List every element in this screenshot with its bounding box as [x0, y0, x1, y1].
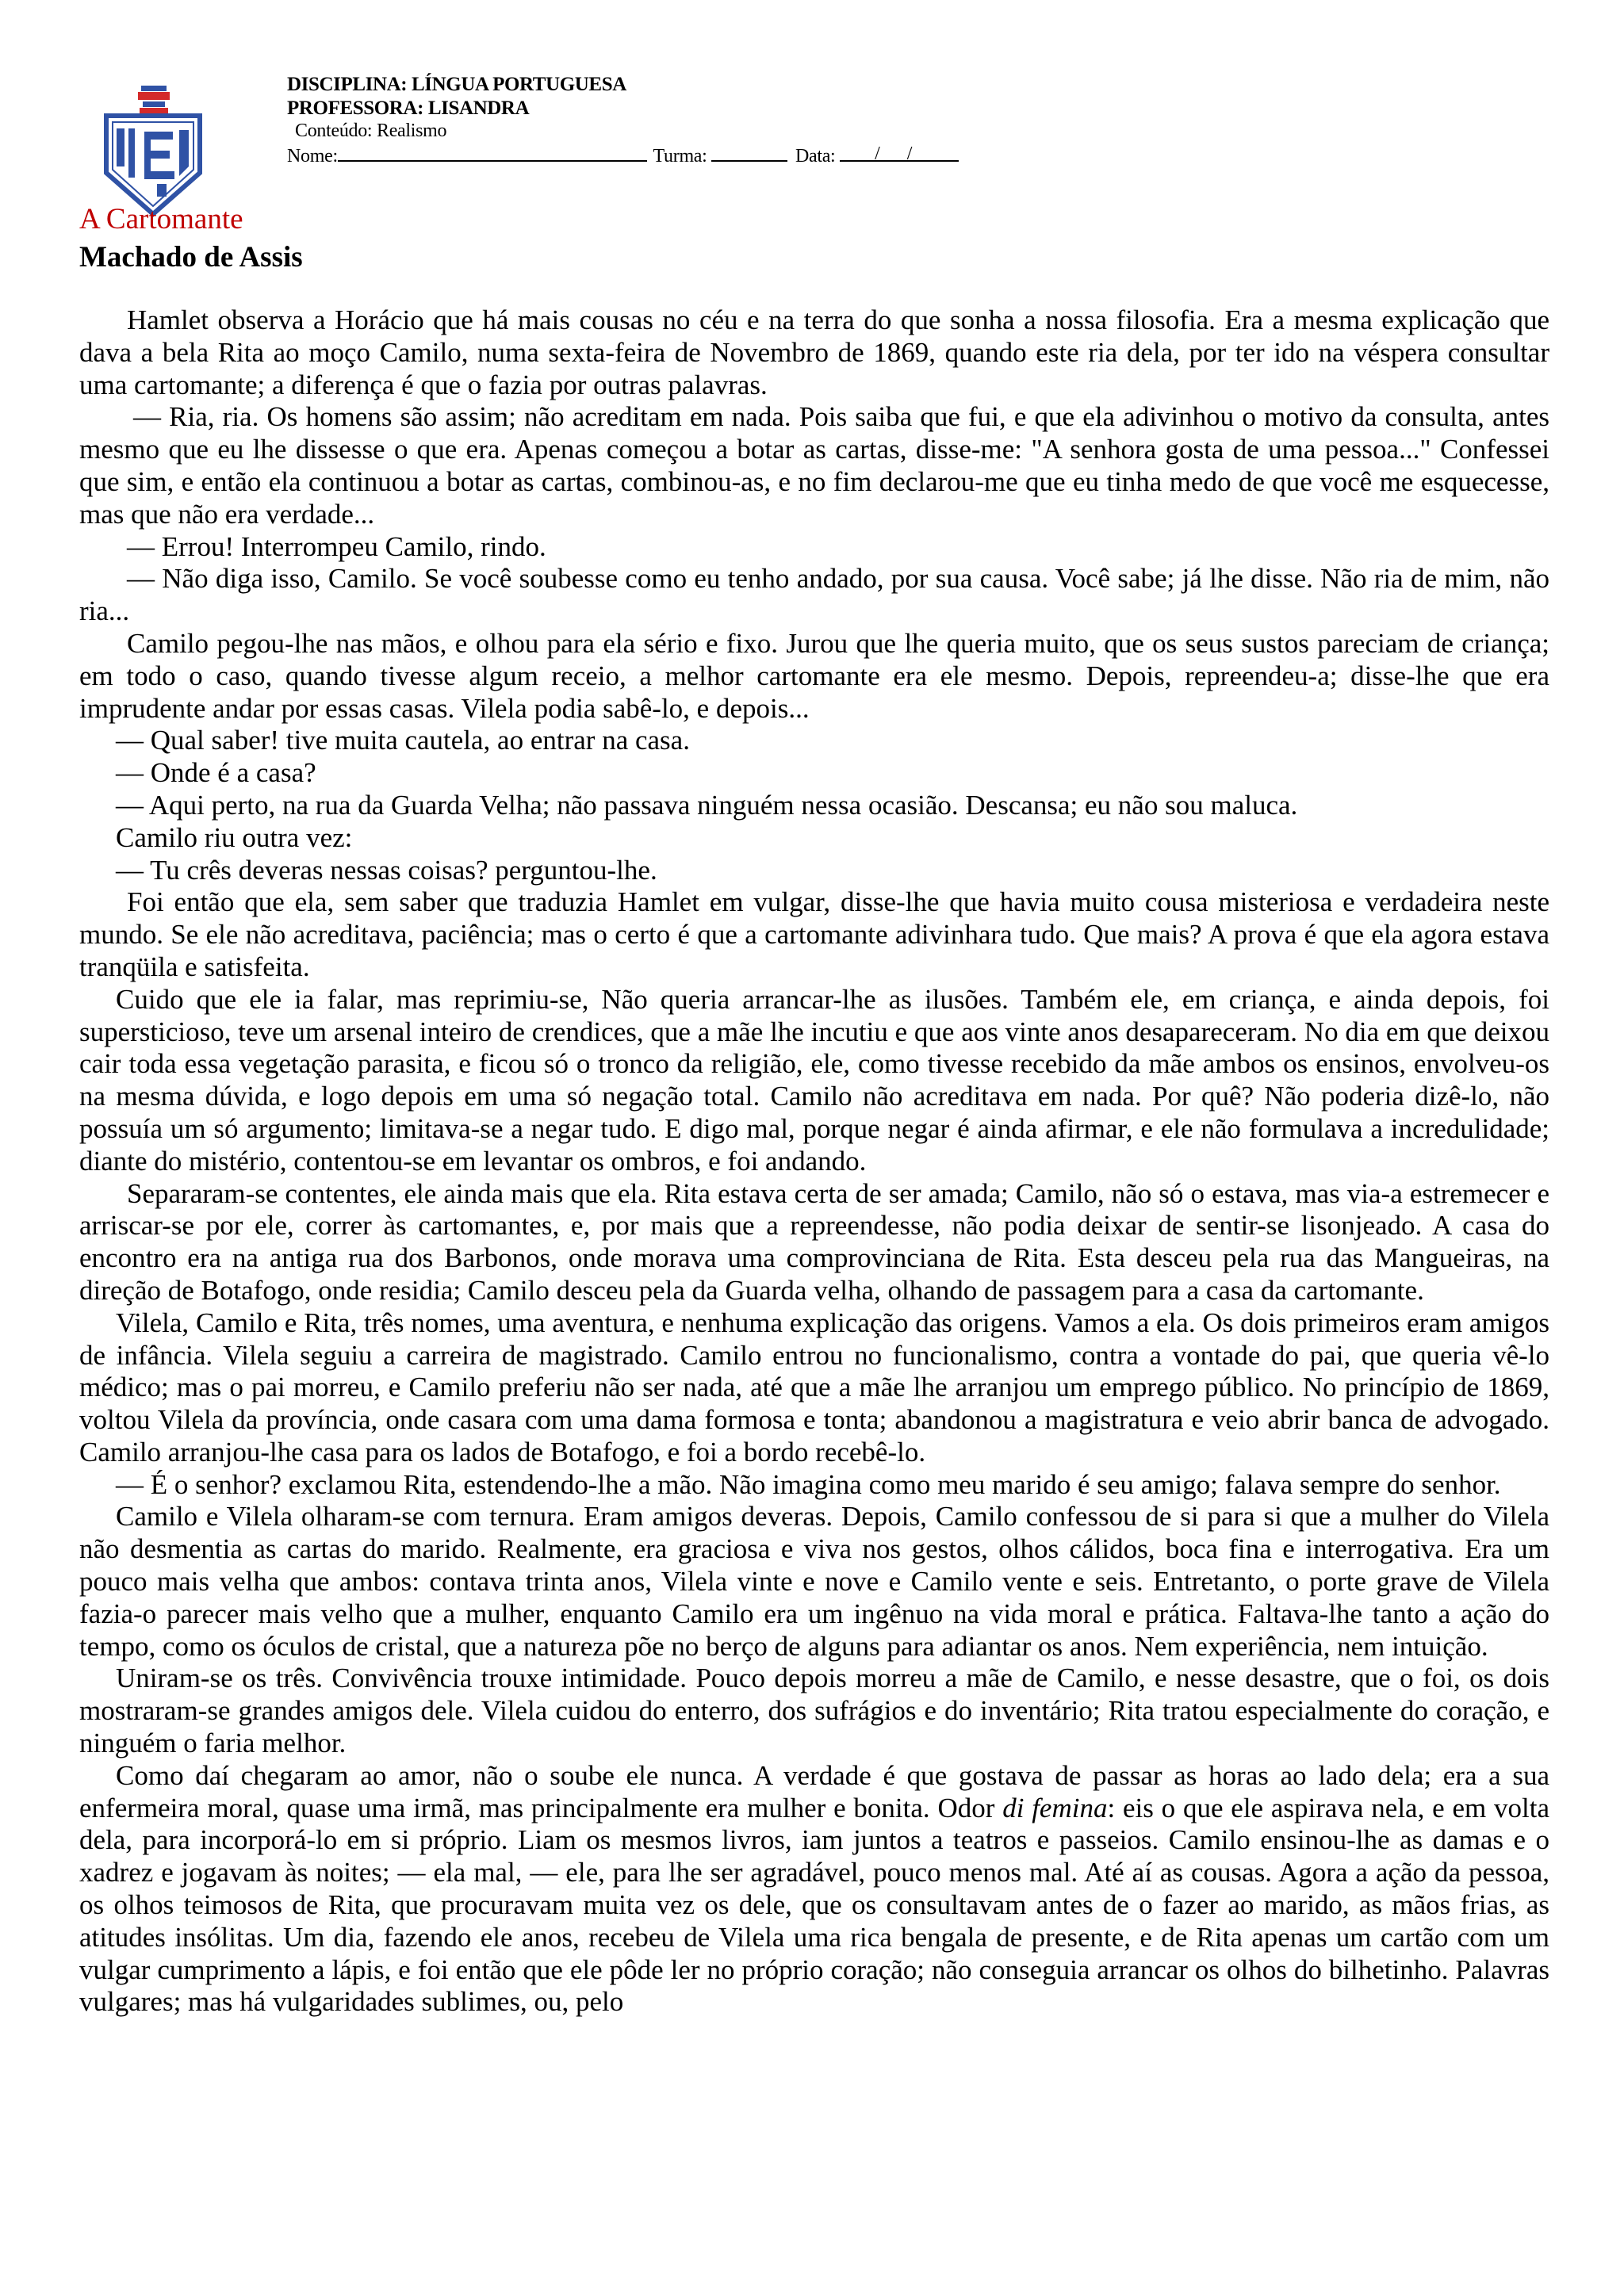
italic-phrase: di femina: [1002, 1792, 1108, 1823]
name-class-date-line: [287, 146, 959, 166]
story-body: [79, 304, 1549, 2019]
paragraph: Vilela, Camilo e Rita, três nomes, uma aventura, e nenhuma explicação das origens. Vamos a ela. Os dois primeiros eram amigos de infância. Vilela seguiu a carreira de magistrado. Camilo entrou no funcionalismo, contra a vontade do pai, que queria vê-lo médico; mas o pai morreu, e Camilo preferiu não ser nada, até que a mãe lhe arranjou um emprego público. No princípio de 1869, voltou Vilela da província, onde casara com uma dama formosa e tonta; abandonou a magistratura e veio abrir banca de advogado. Camilo arranjou-lhe casa para os lados de Botafogo, e foi a bordo recebê-lo.: [79, 1307, 1549, 1468]
paragraph: Separaram-se contentes, ele ainda mais que ela. Rita estava certa de ser amada; Camilo, não só o estava, mas via-a estremecer e arriscar-se por ele, correr às cartomantes, e, por mais que a repreendesse, não podia deixar de sentir-se lisonjeado. A casa do encontro era na antiga rua dos Barbonos, onde morava uma comprovinciana de Rita. Esta desceu pela rua das Mangueiras, na direção de Botafogo, onde residia; Camilo desceu pela da Guarda velha, olhando de passagem para a casa da cartomante.: [79, 1177, 1549, 1306]
school-logo-icon: [102, 84, 205, 217]
name-label: Nome:: [287, 146, 338, 166]
paragraph: — Onde é a casa?: [116, 757, 316, 789]
story-author: Machado de Assis: [79, 241, 303, 274]
date-label: Data:: [795, 146, 836, 166]
paragraph: Uniram-se os três. Convivência trouxe intimidade. Pouco depois morreu a mãe de Camilo, e nesse desastre, que o foi, os dois mostraram-se grandes amigos dele. Vilela cuidou do enterro, dos sufrágios e do inventário; Rita tratou especialmente do coração, e ninguém o faria melhor.: [79, 1663, 1549, 1759]
content-label: Conteúdo: Realismo: [295, 121, 447, 141]
paragraph: — Qual saber! tive muita cautela, ao entrar na casa.: [116, 725, 690, 756]
story-title: A Cartomante: [79, 203, 243, 235]
date-blank: [840, 146, 959, 162]
paragraph: — Errou! Interrompeu Camilo, rindo.: [127, 530, 546, 562]
paragraph: Foi então que ela, sem saber que traduzia Hamlet em vulgar, disse-lhe que havia muito cousa misteriosa e verdadeira neste mundo. Se ele não acreditava, paciência; mas o certo é que a cartomante adivinhara tudo. Que mais? A prova é que ela agora estava tranqüila e satisfeita.: [79, 886, 1549, 982]
paragraph: — É o senhor? exclamou Rita, estendendo-lhe a mão. Não imagina como meu marido é seu amigo; falava sempre do senhor.: [116, 1468, 1501, 1500]
paragraph: — Aqui perto, na rua da Guarda Velha; não passava ninguém nessa ocasião. Descansa; eu não sou maluca.: [116, 789, 1298, 821]
date-slashes: / /: [875, 144, 913, 164]
paragraph: Camilo e Vilela olharam-se com ternura. Eram amigos deveras. Depois, Camilo confessou de si para si que a mulher do Vilela não desmentia as cartas do marido. Realmente, era graciosa e viva nos gestos, olhos cálidos, boca fina e interrogativa. Era um pouco mais velha que ambos: contava trinta anos, Vilela vinte e nove e Camilo vente e seis. Entretanto, o porte grave de Vilela fazia-o parecer mais velho que a mulher, enquanto Camilo era um ingênuo na vida moral e prática. Faltava-lhe tanto a ação do tempo, como os óculos de cristal, que a natureza põe no berço de alguns para adiantar os anos. Nem experiência, nem intuição.: [79, 1501, 1549, 1662]
paragraph: — Tu crês deveras nessas coisas? perguntou-lhe.: [116, 854, 657, 886]
paragraph: Cuido que ele ia falar, mas reprimiu-se, Não queria arrancar-lhe as ilusões. Também ele, em criança, e ainda depois, foi supersticioso, teve um arsenal inteiro de crendices, que a mãe lhe incutiu e que aos vinte anos desapareceram. No dia em que deixou cair toda essa vegetação parasita, e ficou só o tronco da religião, ele, como tivesse recebido da mãe ambos os ensinos, envolveu-os na mesma dúvida, e logo depois em uma só negação total. Camilo não acreditava em nada. Por quê? Não poderia dizê-lo, não possuía um só argumento; limitava-se a negar tudo. E digo mal, porque negar é ainda afirmar, e ele não formulava a incredulidade; diante do mistério, contentou-se em levantar os ombros, e foi andando.: [79, 983, 1549, 1177]
class-blank: [711, 146, 787, 162]
discipline-label: DISCIPLINA: LÍNGUA PORTUGUESA: [287, 74, 626, 95]
paragraph: Hamlet observa a Horácio que há mais cousas no céu e na terra do que sonha a nossa filosofia. Era a mesma explicação que dava a bela Rita ao moço Camilo, numa sexta-feira de Novembro de 1869, quando este ria dela, por ter ido na véspera consultar uma cartomante; a diferença é que o fazia por outras palavras.: [79, 304, 1549, 400]
paragraph: Camilo riu outra vez:: [116, 821, 353, 853]
paragraph-text: Como daí chegaram ao amor, não o soube ele nunca. A verdade é que gostava de passar as horas ao lado dela; era a sua enfermeira moral, quase uma irmã, mas principalmente era mulher e bonita. Odor: [79, 1759, 1549, 1823]
paragraph: [79, 1760, 1549, 2019]
paragraph: — Ria, ria. Os homens são assim; não acreditam em nada. Pois saiba que fui, e que ela adivinhou o motivo da consulta, antes mesmo que eu lhe dissesse o que era. Apenas começou a botar as cartas, disse-me: "A senhora gosta de uma pessoa..." Confessei que sim, e então ela continuou a botar as cartas, combinou-as, e no fim declarou-me que eu tinha medo de que você me esquecesse, mas que não era verdade...: [79, 401, 1549, 530]
class-label: Turma:: [653, 146, 707, 166]
paragraph: — Não diga isso, Camilo. Se você soubesse como eu tenho andado, por sua causa. Você sabe; já lhe disse. Não ria de mim, não ria...: [79, 563, 1549, 627]
paragraph: Camilo pegou-lhe nas mãos, e olhou para ela sério e fixo. Jurou que lhe queria muito, que os seus sustos pareciam de criança; em todo o caso, quando tivesse algum receio, a melhor cartomante era ele mesmo. Depois, repreendeu-a; disse-lhe que era imprudente andar por essas casas. Vilela podia sabê-lo, e depois...: [79, 627, 1549, 724]
name-blank: [338, 146, 647, 162]
teacher-label: PROFESSORA: LISANDRA: [287, 98, 530, 119]
paragraph-text: : eis o que ele aspirava nela, e em volta dela, para incorporá-lo em si próprio. Liam os mesmos livros, iam juntos a teatros e passeios. Camilo ensinou-lhe as damas e o xadrez e jogavam às noites; — ela mal, — ele, para lhe ser agradável, pouco menos mal. Até aí as cousas. Agora a ação da pessoa, os olhos teimosos de Rita, que procuravam muita vez os dele, que os consultavam antes de o fazer ao marido, as mãos frias, as atitudes insólitas. Um dia, fazendo ele anos, recebeu de Vilela uma rica bengala de presente, e de Rita apenas um cartão com um vulgar cumprimento a lápis, e foi então que ele pôde ler no próprio coração; não conseguia arrancar os olhos do bilhetinho. Palavras vulgares; mas há vulgaridades sublimes, ou, pelo: [79, 1792, 1549, 2018]
